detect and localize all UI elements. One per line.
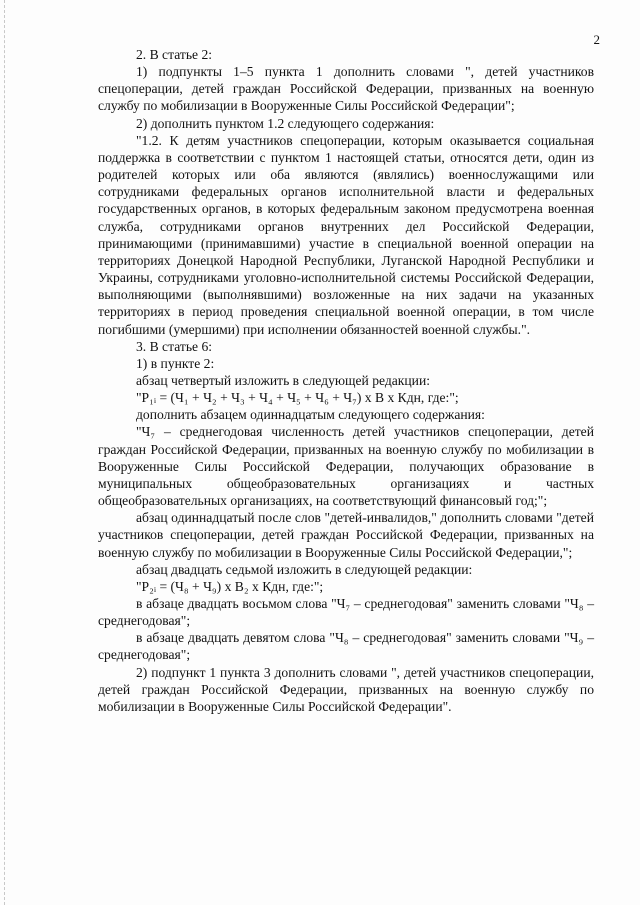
- paragraph-formula-p2: "Р₂ᵢ = (Ч₈ + Ч₉) х В₂ х Кдн, где:";: [136, 578, 324, 594]
- paragraph-abzac-4: абзац четвертый изложить в следующей редакции:: [136, 372, 431, 388]
- paragraph-point-3: 2) подпункт 1 пункта 3 дополнить словами ", детей участников спецоперации, детей граждан Российской Федерации, призванных на военную службу по мобилизации в Вооруженные Силы Российской Федерации".: [98, 664, 594, 714]
- document-body: [98, 46, 594, 715]
- paragraph-abzac-11-amend: абзац одиннадцатый после слов "детей-инвалидов," дополнить словами "детей участников спецоперации, детей граждан Российской Федерации, призванных на военную службу по мобилизации в Вооруженные Силы Российской Федерации,";: [98, 510, 594, 560]
- paragraph-ch7-definition: "Ч₇ – среднегодовая численность детей участников спецоперации, детей граждан Российской Федерации, призванных на военную службу по мобилизации в Вооруженные Силы Российской Федерации, получающих образование в муниципальных общеобразовательных организациях и частных общеобразовательных организациях, на соответствующий финансовый год;";: [98, 424, 594, 509]
- paragraph-abzac-27: абзац двадцать седьмой изложить в следующей редакции:: [136, 561, 473, 577]
- paragraph-article-2-heading: 2. В статье 2:: [136, 47, 213, 62]
- paragraph-subitem-2: 2) дополнить пунктом 1.2 следующего содержания:: [136, 115, 435, 131]
- paragraph-abzac-28: в абзаце двадцать восьмом слова "Ч₇ – среднегодовая" заменить словами "Ч₈ – среднегодовая";: [98, 596, 594, 629]
- paragraph-formula-p1: "Р₁ᵢ = (Ч₁ + Ч₂ + Ч₃ + Ч₄ + Ч₅ + Ч₆ + Ч₇) х В х Кдн, где:";: [136, 390, 459, 406]
- page-number: 2: [593, 32, 600, 47]
- paragraph-article-6-heading: 3. В статье 6:: [136, 338, 213, 354]
- paragraph-abzac-11-add: дополнить абзацем одиннадцатым следующего содержания:: [136, 407, 485, 423]
- scan-edge-line: [4, 0, 6, 905]
- paragraph-abzac-29: в абзаце двадцать девятом слова "Ч₈ – среднегодовая" заменить словами "Ч₉ – среднегодовая";: [98, 630, 594, 663]
- paragraph-point-1-2: "1.2. К детям участников спецоперации, которым оказывается социальная поддержка в соответствии с пунктом 1 настоящей статьи, относятся дети, один из родителей которых или оба являются (являлись) военнослужащими или сотрудниками федеральных органов исполнительной власти и федеральных государственных органов, в которых федеральным законом предусмотрена военная служба, сотрудниками органов внутренних дел Российской Федерации, принимающими (принимавшими) участие в специальной военной операции на территориях Донецкой Народной Республики, Луганской Народной Республики и Украины, сотрудниками уголовно-исполнительной системы Российской Федерации, выполняющими (выполнявшими) возложенные на них задачи на указанных территориях в период проведения специальной военной операции, в том числе погибшими (умершими) при исполнении обязанностей военной службы.".: [98, 132, 594, 337]
- paragraph-point-2: 1) в пункте 2:: [136, 355, 215, 371]
- paragraph-subitem-1: 1) подпункты 1–5 пункта 1 дополнить словами ", детей участников спецоперации, детей граждан Российской Федерации, призванных на военную службу по мобилизации в Вооруженные Силы Российской Федерации";: [98, 64, 594, 114]
